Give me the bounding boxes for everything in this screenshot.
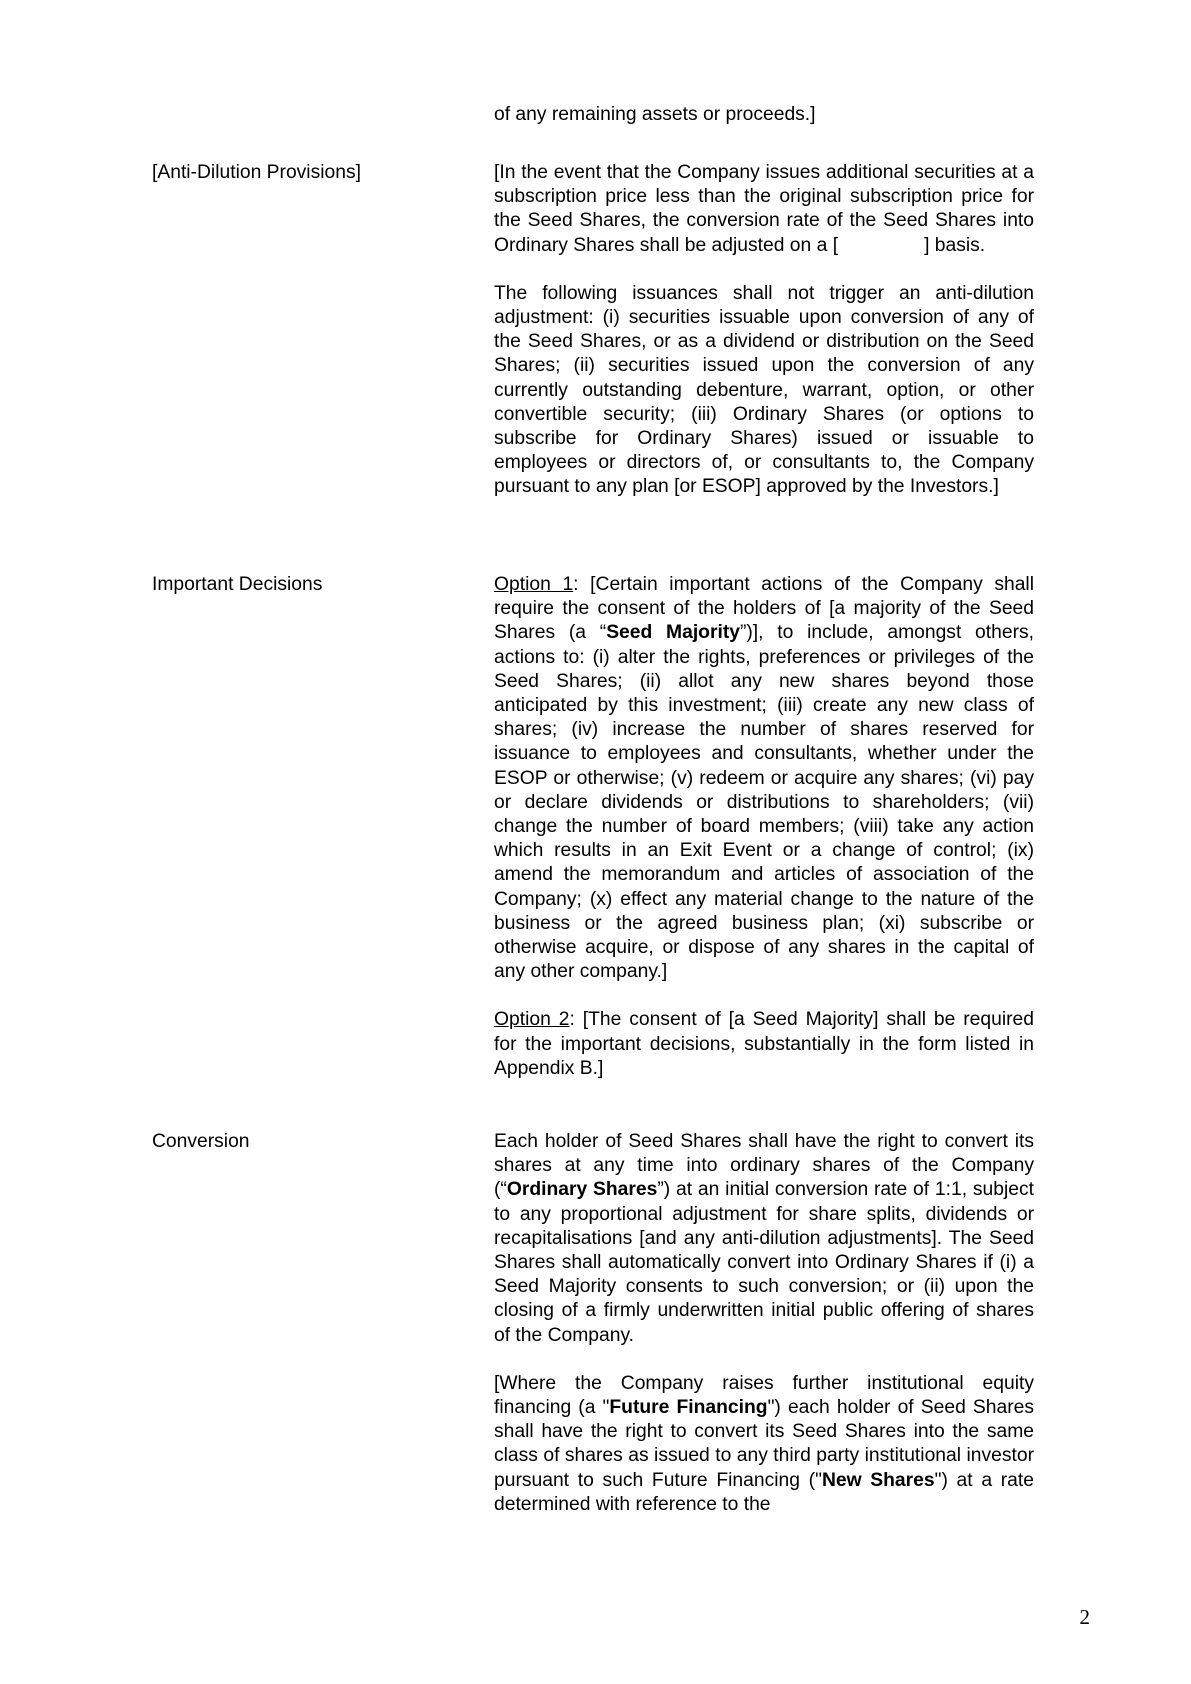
- term-conversion: Conversion: [152, 1131, 250, 1152]
- future-financing-term: Future Financing: [609, 1397, 768, 1419]
- conversion-paragraph-2: [Where the Company raises further institutional equity financing (a "Future Financing") each holder of Seed Shares shall have the right to convert its Seed Shares into the same class of shares as issued to any third party institutional investor pursuant to such Future Financing ("New Shares") at a rate determined with reference to the: [494, 1372, 1035, 1515]
- seed-majority-term: Seed Majority: [606, 622, 740, 644]
- option-1-paragraph: Option 1: [Certain important actions of the Company shall require the consent of the holders of [a majority of the Seed Shares (a “Seed Majority”)], to include, amongst others, actions to: (i) alter the rights, preferences or privileges of the Seed Shares; (ii) allot any new shares beyond those anticipated by this investment; (iii) create any new class of shares; (iv) increase the number of shares reserved for issuance to employees and consultants, whether under the ESOP or otherwise; (v) redeem or acquire any shares; (vi) pay or declare dividends or distributions to shareholders; (vii) change the number of board members; (viii) take any action which results in an Exit Event or a change of control; (ix) amend the memorandum and articles of association of the Company; (x) effect any material change to the nature of the business or the agreed business plan; (xi) subscribe or otherwise acquire, or dispose of any shares in the capital of any other company.]: [494, 574, 1035, 983]
- ordinary-shares-term: Ordinary Shares: [506, 1179, 658, 1201]
- anti-dilution-paragraph-2: The following issuances shall not trigger an anti-dilution adjustment: (i) securities issuable upon conversion of any of the Seed Shares, or as a dividend or distribution on the Seed Shares; (ii) securities issued upon the conversion of any currently outstanding debenture, warrant, option, or other convertible security; (iii) Ordinary Shares (or options to subscribe for Ordinary Shares) issued or issuable to employees or directors of, or consultants to, the Company pursuant to any plan [or ESOP] approved by the Investors.]: [494, 282, 1034, 498]
- page-number: 2: [1079, 1605, 1090, 1629]
- option-1-label: Option 1: [494, 574, 574, 595]
- new-shares-term: New Shares: [821, 1469, 935, 1491]
- option-2-paragraph: Option 2: [The consent of [a Seed Majority] shall be required for the important decisions, substantially in the form listed in Appendix B.]: [494, 1009, 1034, 1079]
- option-2-label: Option 2: [494, 1009, 570, 1031]
- term-anti-dilution: [Anti-Dilution Provisions]: [152, 162, 361, 183]
- term-important-decisions: Important Decisions: [152, 574, 323, 595]
- anti-dilution-paragraph-1: [In the event that the Company issues additional securities at a subscription price less than the original subscription price for the Seed Shares, the conversion rate of the Seed Shares into Ordinary Shares shall be adjusted on a [ ] basis.: [494, 162, 1034, 256]
- conversion-paragraph-1: Each holder of Seed Shares shall have the right to convert its shares at any time into ordinary shares of the Company (“Ordinary Shares”) at an initial conversion rate of 1:1, subject to any proportional adjustment for share splits, dividends or recapitalisations [and any anti-dilution adjustments]. The Seed Shares shall automatically convert into Ordinary Shares if (i) a Seed Majority consents to such conversion; or (ii) upon the closing of a firmly underwritten initial public offering of shares of the Company.: [494, 1131, 1034, 1346]
- continuation-text: of any remaining assets or proceeds.]: [494, 104, 816, 125]
